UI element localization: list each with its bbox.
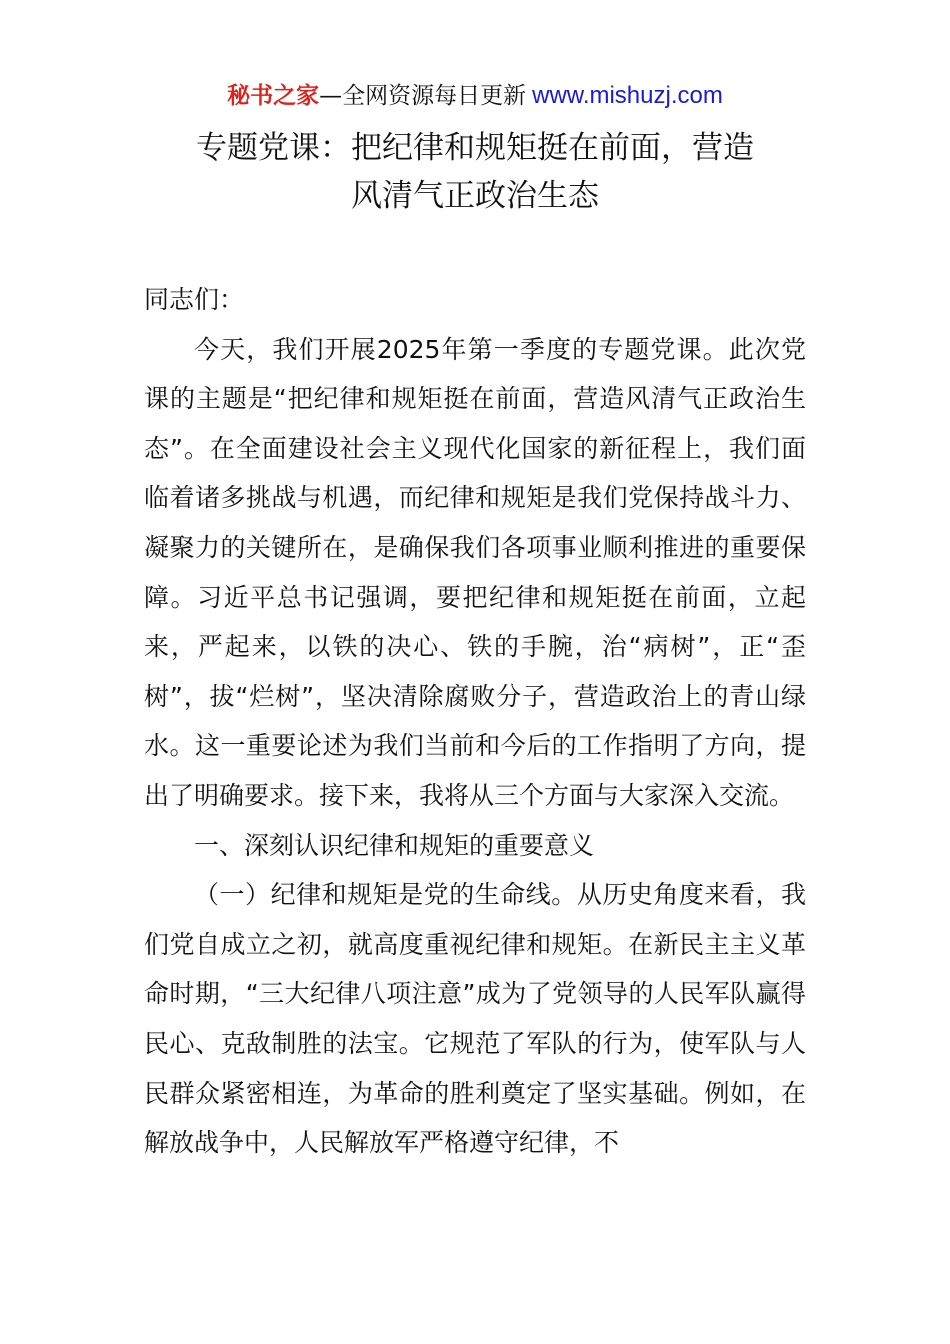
subsection-paragraph-1: （一）纪律和规矩是党的生命线。从历史角度来看，我们党自成立之初，就高度重视纪律和规矩。在新民主主义革命时期，“三大纪律八项注意”成为了党领导的人民军队赢得民心、克敌制胜的法宝。它规范了军队的行为，使军队与人民群众紧密相连，为革命的胜利奠定了坚实基础。例如，在解放战争中，人民解放军严格遵守纪律，不 [144, 880, 806, 1158]
site-url-link[interactable]: www.mishuzj.com [532, 82, 723, 109]
intro-paragraph: 今天，我们开展2025年第一季度的专题党课。此次党课的主题是“把纪律和规矩挺在前面，营造风清气正政治生态”。在全面建设社会主义现代化国家的新征程上，我们面临着诸多挑战与机遇，而纪律和规矩是我们党保持战斗力、凝聚力的关键所在，是确保我们各项事业顺利推进的重要保障。习近平总书记强调，要把纪律和规矩挺在前面，立起来，严起来，以铁的决心、铁的手腕，治“病树”，正“歪树”，拔“烂树”，坚决清除腐败分子，营造政治上的青山绿水。这一重要论述为我们当前和今后的工作指明了方向，提出了明确要求。接下来，我将从三个方面与大家深入交流。 [144, 334, 806, 810]
title-line-2: 风清气正政治生态 [351, 178, 599, 214]
salutation: 同志们： [144, 285, 245, 314]
document-body [144, 275, 806, 1168]
site-header [0, 80, 950, 112]
section-heading-1: 一、深刻认识纪律和规矩的重要意义 [194, 830, 595, 860]
site-brand: 秘书之家 [227, 83, 320, 109]
document-title [0, 124, 950, 220]
title-line-1: 专题党课：把纪律和规矩挺在前面，营造 [196, 130, 754, 166]
site-tagline: —全网资源每日更新 [319, 83, 527, 109]
